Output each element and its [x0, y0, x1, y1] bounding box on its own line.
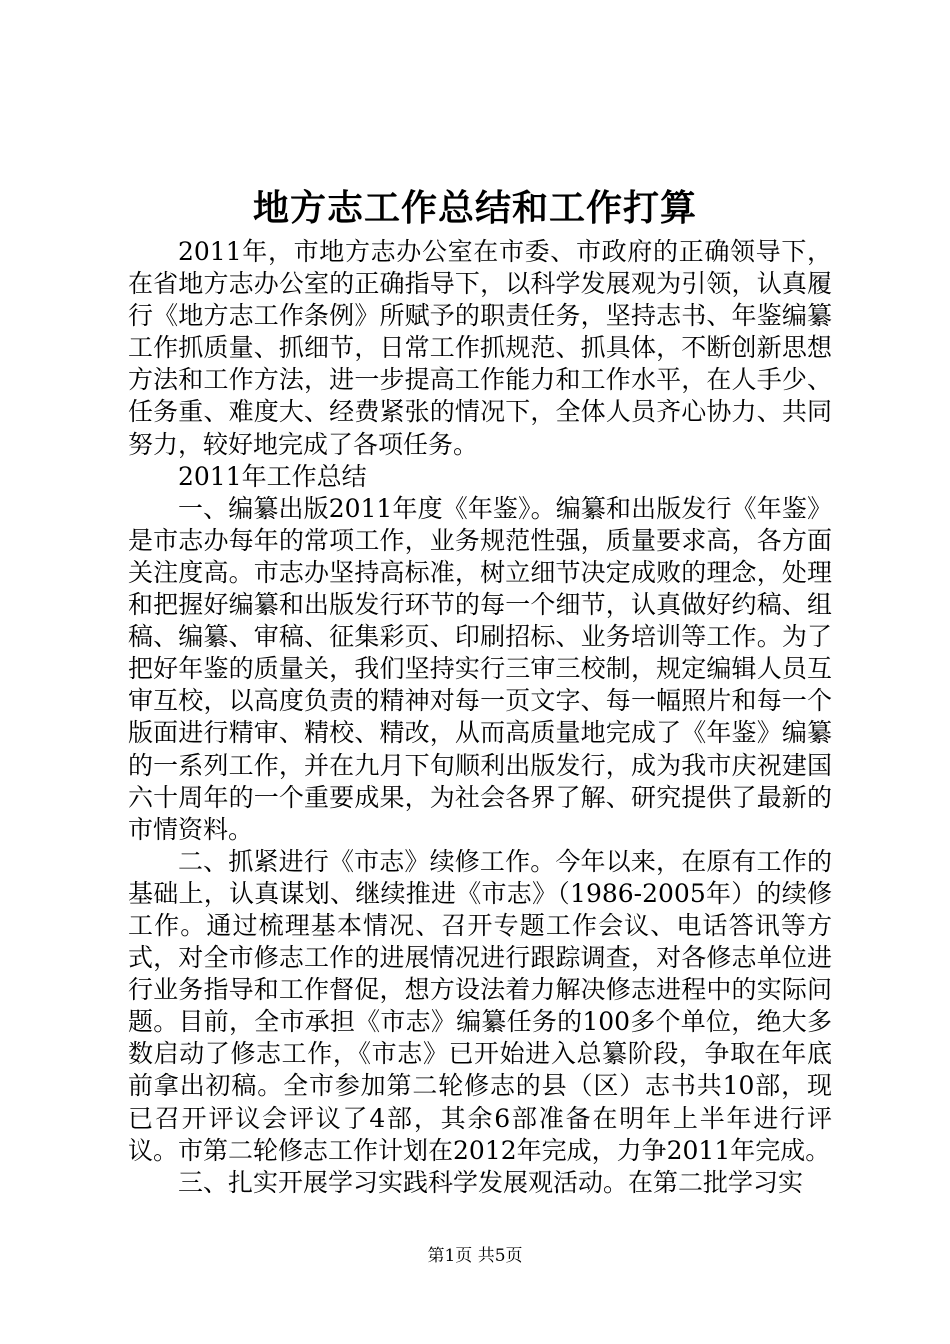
section-heading: 2011年工作总结: [178, 461, 367, 491]
section-paragraph-2: 二、抓紧进行《市志》续修工作。今年以来，在原有工作的基础上，认真谋划、继续推进《市志》（1986-2005年）的续修工作。通过梳理基本情况、召开专题工作会议、电话答讯等方式，对全市修志工作的进展情况进行跟踪调查，对各修志单位进行业务指导和工作督促，想方设法着力解决修志进程中的实际问题。目前，全市承担《市志》编纂任务的100多个单位，绝大多数启动了修志工作，《市志》已开始进入总纂阶段，争取在年底前拿出初稿。全市参加第二轮修志的县（区）志书共10部，现已召开评议会评议了4部，其余6部准备在明年上半年进行评议。市第二轮修志工作计划在2012年完成，力争2011年完成。: [128, 846, 832, 1165]
page-footer: 第1页 共5页: [427, 1246, 523, 1266]
intro-paragraph: 2011年，市地方志办公室在市委、市政府的正确领导下，在省地方志办公室的正确指导下，以科学发展观为引领，认真履行《地方志工作条例》所赋予的职责任务，坚持志书、年鉴编纂工作抓质量、抓细节，日常工作抓规范、抓具体，不断创新思想方法和工作方法，进一步提高工作能力和工作水平，在人手少、任务重、难度大、经费紧张的情况下，全体人员齐心协力、共同努力，较好地完成了各项任务。: [128, 237, 832, 459]
document-body: [128, 236, 832, 1199]
page-title: 地方志工作总结和工作打算: [252, 187, 697, 229]
section-paragraph-1: 一、编纂出版2011年度《年鉴》。编纂和出版发行《年鉴》是市志办每年的常项工作，业务规范性强，质量要求高，各方面关注度高。市志办坚持高标准，树立细节决定成败的理念，处理和把握好编纂和出版发行环节的每一个细节，认真做好约稿、组稿、编纂、审稿、征集彩页、印刷招标、业务培训等工作。为了把好年鉴的质量关，我们坚持实行三审三校制，规定编辑人员互审互校，以高度负责的精神对每一页文字、每一幅照片和每一个版面进行精审、精校、精改，从而高质量地完成了《年鉴》编纂的一系列工作，并在九月下旬顺利出版发行，成为我市庆祝建国六十周年的一个重要成果，为社会各界了解、研究提供了最新的市情资料。: [128, 493, 832, 844]
section-paragraph-3: 三、扎实开展学习实践科学发展观活动。在第二批学习实: [178, 1167, 804, 1197]
